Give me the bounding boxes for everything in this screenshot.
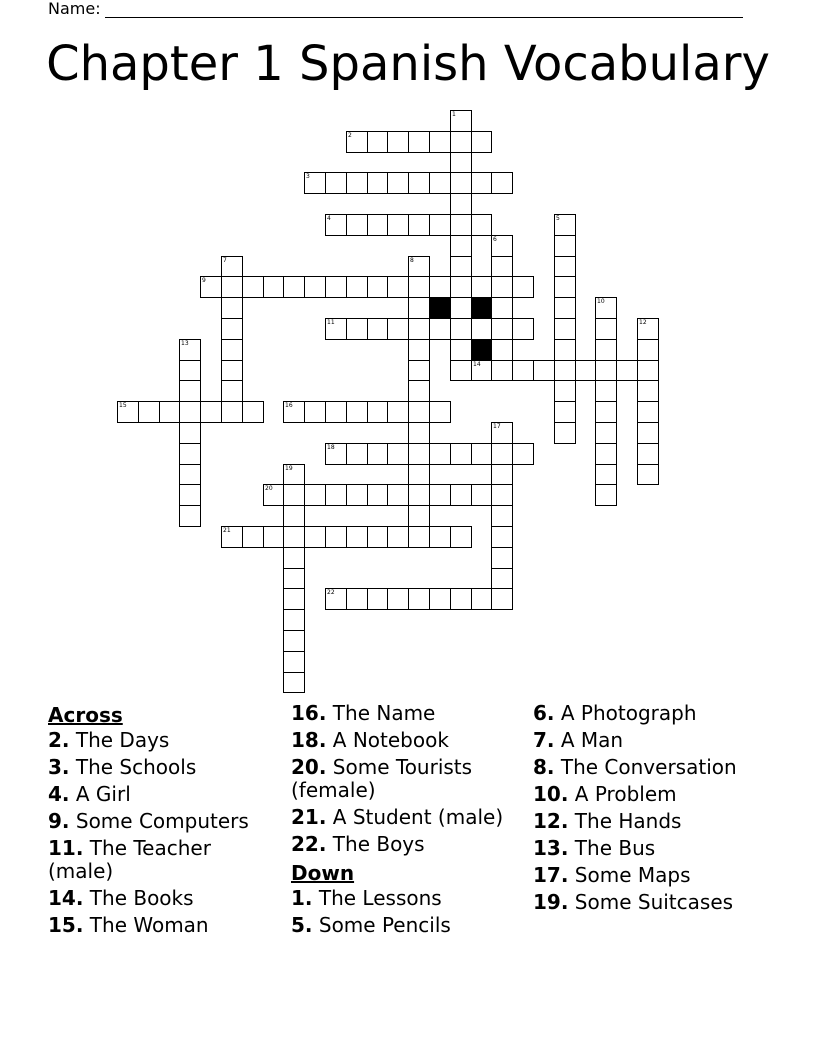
- crossword-cell[interactable]: [408, 526, 430, 548]
- clue-item: [48, 783, 280, 806]
- crossword-cell[interactable]: [450, 339, 472, 361]
- clue-item: [533, 837, 765, 860]
- crossword-cell[interactable]: [200, 401, 222, 423]
- crossword-cell[interactable]: [283, 630, 305, 652]
- clue-item: [533, 702, 765, 725]
- clue-item: [291, 833, 523, 856]
- crossword-cell[interactable]: [408, 422, 430, 444]
- crossword-cell[interactable]: [450, 484, 472, 506]
- crossword-cell[interactable]: [304, 484, 326, 506]
- clue-column-3: [533, 702, 765, 918]
- clue-number-label: 16: [285, 402, 293, 409]
- crossword-cell[interactable]: [367, 526, 388, 548]
- clue-number-label: 22: [327, 589, 335, 596]
- crossword-cell[interactable]: [283, 588, 305, 610]
- crossword-cell[interactable]: [263, 276, 284, 298]
- crossword-cell[interactable]: [325, 443, 347, 465]
- clue-number-label: 19: [285, 465, 293, 472]
- crossword-cell[interactable]: [179, 401, 201, 423]
- crossword-cell[interactable]: [491, 256, 513, 277]
- clue-text: The Boys: [332, 832, 425, 856]
- crossword-cell[interactable]: [242, 276, 264, 298]
- crossword-cell[interactable]: [346, 214, 368, 236]
- crossword-cell[interactable]: [408, 256, 430, 277]
- crossword-cell[interactable]: [491, 568, 513, 589]
- crossword-black-cell: [471, 339, 492, 361]
- crossword-cell[interactable]: [637, 380, 659, 402]
- crossword-cell[interactable]: [367, 172, 388, 194]
- crossword-cell[interactable]: [221, 339, 243, 361]
- crossword-cell[interactable]: [117, 401, 139, 423]
- crossword-cell[interactable]: [179, 422, 201, 444]
- crossword-cell[interactable]: [554, 360, 576, 381]
- crossword-cell[interactable]: [408, 131, 430, 153]
- clue-text: Some Pencils: [318, 913, 451, 937]
- clue-number: 7.: [533, 728, 555, 752]
- clue-text: The Days: [75, 728, 170, 752]
- crossword-cell[interactable]: [325, 588, 347, 610]
- crossword-cell[interactable]: [387, 443, 409, 465]
- crossword-cell[interactable]: [346, 276, 368, 298]
- crossword-cell[interactable]: [450, 360, 472, 381]
- clue-item: [291, 806, 523, 829]
- crossword-cell[interactable]: [429, 443, 451, 465]
- crossword-cell[interactable]: [283, 672, 305, 693]
- crossword-cell[interactable]: [595, 360, 617, 381]
- crossword-cell[interactable]: [491, 172, 513, 194]
- crossword-cell[interactable]: [450, 443, 472, 465]
- clue-number-label: 8: [410, 257, 414, 264]
- clue-number: 10.: [533, 782, 569, 806]
- crossword-cell[interactable]: [450, 152, 472, 173]
- crossword-cell[interactable]: [450, 193, 472, 215]
- clue-number-label: 3: [306, 173, 310, 180]
- clue-text: A Notebook: [332, 728, 449, 752]
- clue-number: 12.: [533, 809, 569, 833]
- clue-number: 16.: [291, 701, 327, 725]
- crossword-cell[interactable]: [408, 588, 430, 610]
- crossword-cell[interactable]: [637, 360, 659, 381]
- crossword-cell[interactable]: [408, 505, 430, 527]
- clue-number: 18.: [291, 728, 327, 752]
- crossword-cell[interactable]: [491, 443, 513, 465]
- clue-item: [48, 887, 280, 910]
- crossword-cell[interactable]: [512, 318, 534, 340]
- clue-number-label: 12: [639, 319, 647, 326]
- clue-number: 14.: [48, 886, 84, 910]
- clue-item: [48, 756, 280, 779]
- crossword-cell[interactable]: [429, 526, 451, 548]
- crossword-cell[interactable]: [637, 318, 659, 340]
- crossword-cell[interactable]: [408, 380, 430, 402]
- crossword-cell[interactable]: [595, 443, 617, 465]
- clue-item: [291, 702, 523, 725]
- crossword-cell[interactable]: [221, 380, 243, 402]
- clue-number: 22.: [291, 832, 327, 856]
- clue-text: The Conversation: [560, 755, 737, 779]
- crossword-cell[interactable]: [304, 401, 326, 423]
- crossword-cell[interactable]: [595, 422, 617, 444]
- crossword-cell[interactable]: [408, 464, 430, 485]
- crossword-cell[interactable]: [179, 339, 201, 361]
- clue-number: 8.: [533, 755, 555, 779]
- crossword-cell[interactable]: [595, 297, 617, 319]
- crossword-cell[interactable]: [554, 380, 576, 402]
- crossword-cell[interactable]: [637, 464, 659, 485]
- crossword-cell[interactable]: [429, 484, 451, 506]
- crossword-cell[interactable]: [346, 526, 368, 548]
- crossword-cell[interactable]: [304, 526, 326, 548]
- clue-number-label: 13: [181, 340, 189, 347]
- crossword-cell[interactable]: [450, 235, 472, 257]
- crossword-cell[interactable]: [221, 297, 243, 319]
- crossword-cell[interactable]: [408, 484, 430, 506]
- crossword-cell[interactable]: [450, 172, 472, 194]
- clue-number: 21.: [291, 805, 327, 829]
- clue-text: A Problem: [574, 782, 677, 806]
- crossword-cell[interactable]: [283, 401, 305, 423]
- crossword-cell[interactable]: [491, 588, 513, 610]
- crossword-cell[interactable]: [408, 172, 430, 194]
- clue-text: The Name: [332, 701, 436, 725]
- crossword-cell[interactable]: [491, 360, 513, 381]
- crossword-cell[interactable]: [408, 443, 430, 465]
- crossword-cell[interactable]: [346, 443, 368, 465]
- crossword-cell[interactable]: [387, 484, 409, 506]
- crossword-cell[interactable]: [471, 318, 492, 340]
- crossword-cell[interactable]: [325, 276, 347, 298]
- crossword-cell[interactable]: [346, 172, 368, 194]
- crossword-cell[interactable]: [179, 443, 201, 465]
- crossword-cell[interactable]: [554, 214, 576, 236]
- clue-text: The Lessons: [318, 886, 442, 910]
- clue-number-label: 5: [556, 215, 560, 222]
- clue-item: [533, 864, 765, 887]
- crossword-cell[interactable]: [491, 547, 513, 569]
- crossword-cell[interactable]: [491, 318, 513, 340]
- crossword-cell[interactable]: [450, 214, 472, 236]
- crossword-cell[interactable]: [325, 484, 347, 506]
- crossword-cell[interactable]: [387, 401, 409, 423]
- crossword-cell[interactable]: [554, 422, 576, 444]
- crossword-cell[interactable]: [221, 401, 243, 423]
- crossword-cell[interactable]: [263, 484, 284, 506]
- crossword-cell[interactable]: [450, 276, 472, 298]
- crossword-cell[interactable]: [179, 484, 201, 506]
- crossword-cell[interactable]: [429, 131, 451, 153]
- crossword-cell[interactable]: [283, 547, 305, 569]
- clue-item: [48, 837, 280, 883]
- crossword-cell[interactable]: [471, 276, 492, 298]
- crossword-cell[interactable]: [408, 297, 430, 319]
- crossword-cell[interactable]: [429, 401, 451, 423]
- crossword-cell[interactable]: [554, 235, 576, 257]
- crossword-cell[interactable]: [429, 214, 451, 236]
- crossword-cell[interactable]: [387, 526, 409, 548]
- name-label: Name:: [48, 0, 101, 18]
- crossword-cell[interactable]: [450, 318, 472, 340]
- crossword-cell[interactable]: [512, 443, 534, 465]
- clue-item: [533, 810, 765, 833]
- clue-number-label: 14: [473, 361, 481, 368]
- clue-text: A Girl: [75, 782, 131, 806]
- crossword-cell[interactable]: [491, 297, 513, 319]
- crossword-cell[interactable]: [471, 360, 492, 381]
- crossword-cell[interactable]: [304, 276, 326, 298]
- crossword-cell[interactable]: [346, 401, 368, 423]
- crossword-cell[interactable]: [283, 484, 305, 506]
- crossword-cell[interactable]: [283, 651, 305, 673]
- clue-item: [533, 783, 765, 806]
- clue-number: 2.: [48, 728, 70, 752]
- clue-text: The Bus: [574, 836, 656, 860]
- crossword-cell[interactable]: [554, 339, 576, 361]
- crossword-cell[interactable]: [471, 131, 492, 153]
- clue-item: [533, 729, 765, 752]
- crossword-cell[interactable]: [491, 422, 513, 444]
- crossword-cell[interactable]: [471, 443, 492, 465]
- crossword-cell[interactable]: [408, 339, 430, 361]
- crossword-cell[interactable]: [408, 214, 430, 236]
- crossword-cell[interactable]: [221, 526, 243, 548]
- crossword-cell[interactable]: [595, 380, 617, 402]
- crossword-cell[interactable]: [221, 256, 243, 277]
- clue-item: [533, 756, 765, 779]
- clue-number: 4.: [48, 782, 70, 806]
- crossword-cell[interactable]: [554, 318, 576, 340]
- crossword-cell[interactable]: [450, 297, 472, 319]
- crossword-cell[interactable]: [637, 339, 659, 361]
- down-heading: Down: [291, 861, 355, 885]
- crossword-cell[interactable]: [450, 110, 472, 132]
- clue-text: A Student (male): [332, 805, 504, 829]
- crossword-cell[interactable]: [387, 276, 409, 298]
- clue-number-label: 15: [119, 402, 127, 409]
- crossword-cell[interactable]: [179, 360, 201, 381]
- crossword-cell[interactable]: [283, 526, 305, 548]
- clue-item: [533, 891, 765, 914]
- clue-number-label: 7: [223, 257, 227, 264]
- crossword-cell[interactable]: [616, 360, 638, 381]
- crossword-cell[interactable]: [408, 360, 430, 381]
- clue-number-label: 11: [327, 319, 335, 326]
- clue-number-label: 9: [202, 277, 206, 284]
- crossword-cell[interactable]: [179, 505, 201, 527]
- crossword-cell[interactable]: [554, 256, 576, 277]
- crossword-cell[interactable]: [595, 318, 617, 340]
- clue-text: The Teacher (male): [48, 836, 211, 883]
- crossword-cell[interactable]: [242, 401, 264, 423]
- crossword-cell[interactable]: [367, 276, 388, 298]
- clue-number-label: 1: [452, 111, 456, 118]
- crossword-cell[interactable]: [263, 526, 284, 548]
- clue-number: 5.: [291, 913, 313, 937]
- crossword-cell[interactable]: [367, 588, 388, 610]
- crossword-cell[interactable]: [367, 131, 388, 153]
- clue-column-2: [291, 702, 523, 941]
- crossword-cell[interactable]: [242, 526, 264, 548]
- crossword-cell[interactable]: [159, 401, 180, 423]
- crossword-cell[interactable]: [325, 172, 347, 194]
- crossword-cell[interactable]: [408, 401, 430, 423]
- clue-number-label: 17: [493, 423, 501, 430]
- crossword-cell[interactable]: [283, 609, 305, 631]
- clue-number-label: 2: [348, 132, 352, 139]
- crossword-cell[interactable]: [450, 256, 472, 277]
- clue-item: [48, 810, 280, 833]
- clue-item: [48, 729, 280, 752]
- crossword-cell[interactable]: [491, 505, 513, 527]
- clue-text: Some Computers: [75, 809, 249, 833]
- crossword-cell[interactable]: [429, 172, 451, 194]
- clue-text: The Schools: [75, 755, 197, 779]
- crossword-cell[interactable]: [575, 360, 596, 381]
- crossword-cell[interactable]: [325, 401, 347, 423]
- crossword-cell[interactable]: [450, 526, 472, 548]
- crossword-cell[interactable]: [595, 401, 617, 423]
- crossword-cell[interactable]: [283, 505, 305, 527]
- crossword-cell[interactable]: [491, 339, 513, 361]
- crossword-cell[interactable]: [450, 588, 472, 610]
- clue-number-label: 6: [493, 236, 497, 243]
- crossword-cell[interactable]: [346, 484, 368, 506]
- clue-number: 17.: [533, 863, 569, 887]
- clue-text: Some Tourists (female): [291, 755, 473, 802]
- crossword-cell[interactable]: [138, 401, 160, 423]
- clue-item: [291, 887, 523, 910]
- crossword-cell[interactable]: [408, 276, 430, 298]
- crossword-cell[interactable]: [346, 588, 368, 610]
- crossword-cell[interactable]: [367, 401, 388, 423]
- crossword-cell[interactable]: [471, 214, 492, 236]
- crossword-cell[interactable]: [325, 526, 347, 548]
- crossword-cell[interactable]: [554, 297, 576, 319]
- clue-text: A Photograph: [560, 701, 697, 725]
- crossword-cell[interactable]: [450, 131, 472, 153]
- crossword-cell[interactable]: [491, 526, 513, 548]
- crossword-cell[interactable]: [491, 235, 513, 257]
- clue-number-label: 4: [327, 215, 331, 222]
- crossword-cell[interactable]: [283, 276, 305, 298]
- crossword-cell[interactable]: [387, 588, 409, 610]
- crossword-cell[interactable]: [200, 276, 222, 298]
- clue-number: 15.: [48, 913, 84, 937]
- crossword-cell[interactable]: [554, 401, 576, 423]
- clue-number: 1.: [291, 886, 313, 910]
- page-title: Chapter 1 Spanish Vocabulary: [46, 36, 770, 92]
- clue-number: 3.: [48, 755, 70, 779]
- clue-text: Some Maps: [574, 863, 691, 887]
- clue-item: [291, 729, 523, 752]
- clue-number: 13.: [533, 836, 569, 860]
- crossword-cell[interactable]: [179, 464, 201, 485]
- clue-number-label: 10: [597, 298, 605, 305]
- crossword-cell[interactable]: [325, 318, 347, 340]
- clue-column-1: [48, 702, 280, 941]
- crossword-cell[interactable]: [595, 339, 617, 361]
- crossword-cell[interactable]: [429, 588, 451, 610]
- crossword-cell[interactable]: [346, 318, 368, 340]
- crossword-cell[interactable]: [637, 443, 659, 465]
- crossword-cell[interactable]: [637, 422, 659, 444]
- crossword-cell[interactable]: [429, 318, 451, 340]
- crossword-cell[interactable]: [471, 172, 492, 194]
- clue-number: 6.: [533, 701, 555, 725]
- crossword-cell[interactable]: [367, 484, 388, 506]
- crossword-cell[interactable]: [533, 360, 555, 381]
- crossword-cell[interactable]: [471, 484, 492, 506]
- crossword-cell[interactable]: [471, 588, 492, 610]
- crossword-cell[interactable]: [304, 172, 326, 194]
- clue-number: 20.: [291, 755, 327, 779]
- crossword-cell[interactable]: [367, 443, 388, 465]
- crossword-cell[interactable]: [512, 276, 534, 298]
- crossword-cell[interactable]: [512, 360, 534, 381]
- crossword-cell[interactable]: [595, 464, 617, 485]
- crossword-cell[interactable]: [595, 484, 617, 506]
- crossword-cell[interactable]: [387, 172, 409, 194]
- crossword-black-cell: [429, 297, 451, 319]
- crossword-cell[interactable]: [283, 568, 305, 589]
- crossword-cell[interactable]: [179, 380, 201, 402]
- crossword-cell[interactable]: [387, 318, 409, 340]
- clue-text: The Woman: [89, 913, 209, 937]
- crossword-cell[interactable]: [283, 464, 305, 485]
- clue-text: The Hands: [574, 809, 682, 833]
- clue-text: Some Suitcases: [574, 890, 734, 914]
- crossword-cell[interactable]: [325, 214, 347, 236]
- crossword-cell[interactable]: [387, 131, 409, 153]
- crossword-cell[interactable]: [221, 318, 243, 340]
- crossword-cell[interactable]: [554, 276, 576, 298]
- across-heading: Across: [48, 703, 123, 727]
- clue-number-label: 20: [265, 485, 273, 492]
- crossword-cell[interactable]: [491, 276, 513, 298]
- crossword-cell[interactable]: [221, 360, 243, 381]
- crossword-cell[interactable]: [491, 484, 513, 506]
- crossword-cell[interactable]: [221, 276, 243, 298]
- crossword-cell[interactable]: [408, 318, 430, 340]
- crossword-cell[interactable]: [429, 276, 451, 298]
- crossword-cell[interactable]: [367, 318, 388, 340]
- clue-item: [291, 756, 523, 802]
- clue-item: [48, 914, 280, 937]
- clue-number: 11.: [48, 836, 84, 860]
- crossword-cell[interactable]: [387, 214, 409, 236]
- crossword-cell[interactable]: [346, 131, 368, 153]
- clue-text: The Books: [89, 886, 194, 910]
- crossword-cell[interactable]: [637, 401, 659, 423]
- clue-text: A Man: [560, 728, 624, 752]
- crossword-cell[interactable]: [491, 464, 513, 485]
- clue-number-label: 21: [223, 527, 231, 534]
- clue-item: [291, 914, 523, 937]
- clue-number: 9.: [48, 809, 70, 833]
- clue-number: 19.: [533, 890, 569, 914]
- clue-number-label: 18: [327, 444, 335, 451]
- crossword-cell[interactable]: [367, 214, 388, 236]
- crossword-black-cell: [471, 297, 492, 319]
